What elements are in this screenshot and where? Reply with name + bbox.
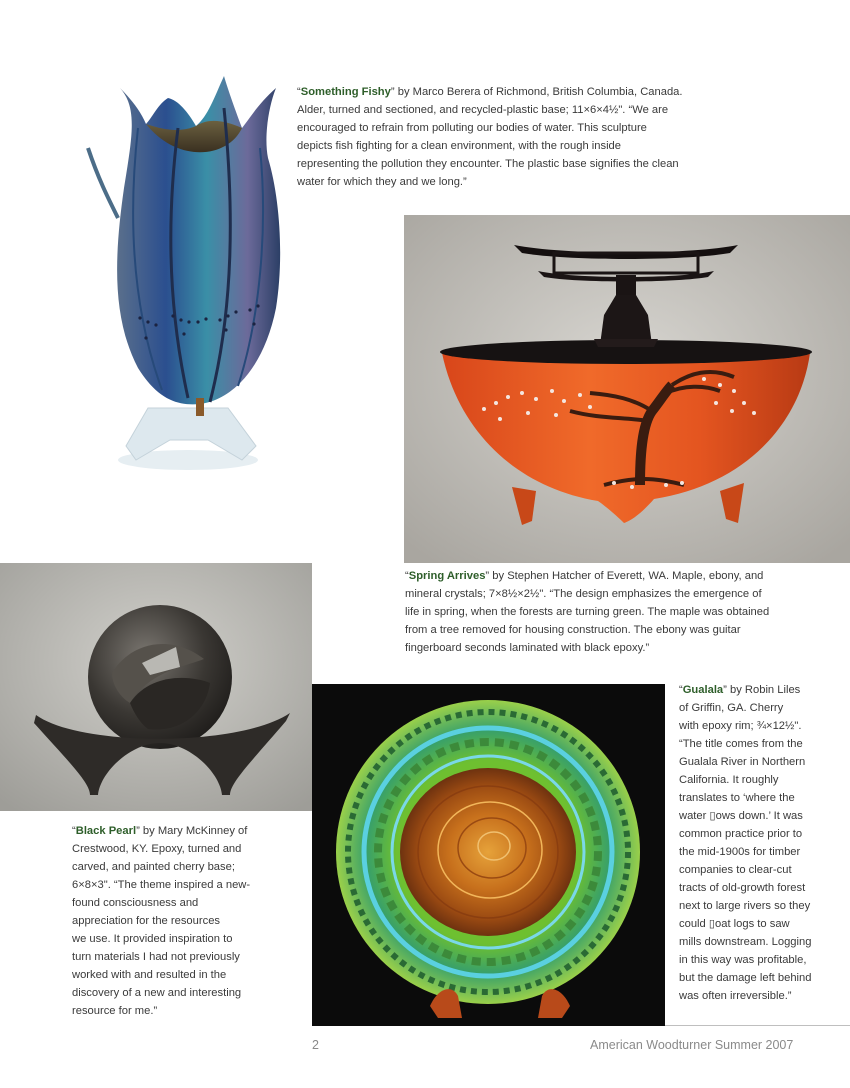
caption-line: California. It roughly [679,774,779,786]
caption-line: the mid-1900s for timber [679,846,801,858]
caption-line: “Spring Arrives” by Stephen Hatcher of Everett, WA. Maple, ebony, and [405,570,764,582]
caption-line: of Griffin, GA. Cherry [679,702,784,714]
gualala-photo [312,684,665,1026]
caption-line: representing the pollution they encounter. The plastic base signifies the clean [297,158,679,170]
caption-line: companies to clear-cut [679,864,792,876]
caption-line: life in spring, when the forests are turning green. The maple was obtained [405,606,770,618]
caption-line: Alder, turned and sectioned, and recycled-plastic base; 11×6×4½". “We are [297,104,669,116]
caption-line: 6×8×3". “The theme inspired a new- [72,879,251,891]
something-fishy-photo [28,68,290,530]
caption-line: could ▯oat logs to saw [679,918,790,930]
caption-line: “Something Fishy” by Marco Berera of Richmond, British Columbia, Canada. [297,86,683,98]
caption-spring-arrives [405,567,845,657]
caption-line: resource for me.” [72,1005,158,1017]
caption-line: next to large rivers so they [679,900,811,912]
caption-line: fingerboard seconds laminated with black epoxy.” [405,642,650,654]
caption-line: mineral crystals; 7×8½×2½". “The design emphasizes the emergence of [405,588,762,600]
caption-line: we use. It provided inspiration to [72,933,233,945]
caption-line: turn materials I had not previously [72,951,240,963]
footer-rule [665,1025,850,1026]
caption-line: found consciousness and [72,897,199,909]
spring-arrives-photo [404,215,850,563]
caption-line: “Black Pearl” by Mary McKinney of [72,825,248,837]
caption-black-pearl [72,822,308,1020]
caption-line: Crestwood, KY. Epoxy, turned and [72,843,242,855]
caption-line: in this way was profitable, [679,954,807,966]
caption-title: Gualala [682,684,724,696]
publication-name: American Woodturner Summer 2007 [590,1038,794,1052]
caption-line: worked with and resulted in the [72,969,227,981]
caption-line: “Gualala” by Robin Liles [679,684,801,696]
caption-title: Something Fishy [300,86,391,98]
caption-line: common practice prior to [679,828,803,840]
caption-line: from a tree removed for housing construction. The ebony was guitar [405,624,741,636]
caption-title: Spring Arrives [408,570,486,582]
black-pearl-photo [0,563,312,811]
caption-line: carved, and painted cherry base; [72,861,235,873]
caption-line: water for which they and we long.” [297,176,467,188]
caption-line: mills downstream. Logging [679,936,812,948]
caption-line: tracts of old-growth forest [679,882,806,894]
caption-line: but the damage left behind [679,972,812,984]
caption-line: Gualala River in Northern [679,756,806,768]
caption-something-fishy [297,83,717,191]
caption-line: with epoxy rim; ¾×12½". [679,720,802,732]
caption-line: was often irreversible.” [679,990,792,1002]
caption-line: depicts fish fighting for a clean environment, with the rough inside [297,140,622,152]
page-number: 2 [312,1038,319,1052]
caption-line: water ▯ows down.’ It was [679,810,803,822]
caption-gualala [679,681,847,1005]
caption-line: discovery of a new and interesting [72,987,242,999]
caption-title: Black Pearl [75,825,137,837]
caption-line: “The title comes from the [679,738,803,750]
caption-line: appreciation for the resources [72,915,221,927]
caption-line: encouraged to refrain from polluting our bodies of water. This sculpture [297,122,647,134]
caption-line: translates to ‘where the [679,792,795,804]
